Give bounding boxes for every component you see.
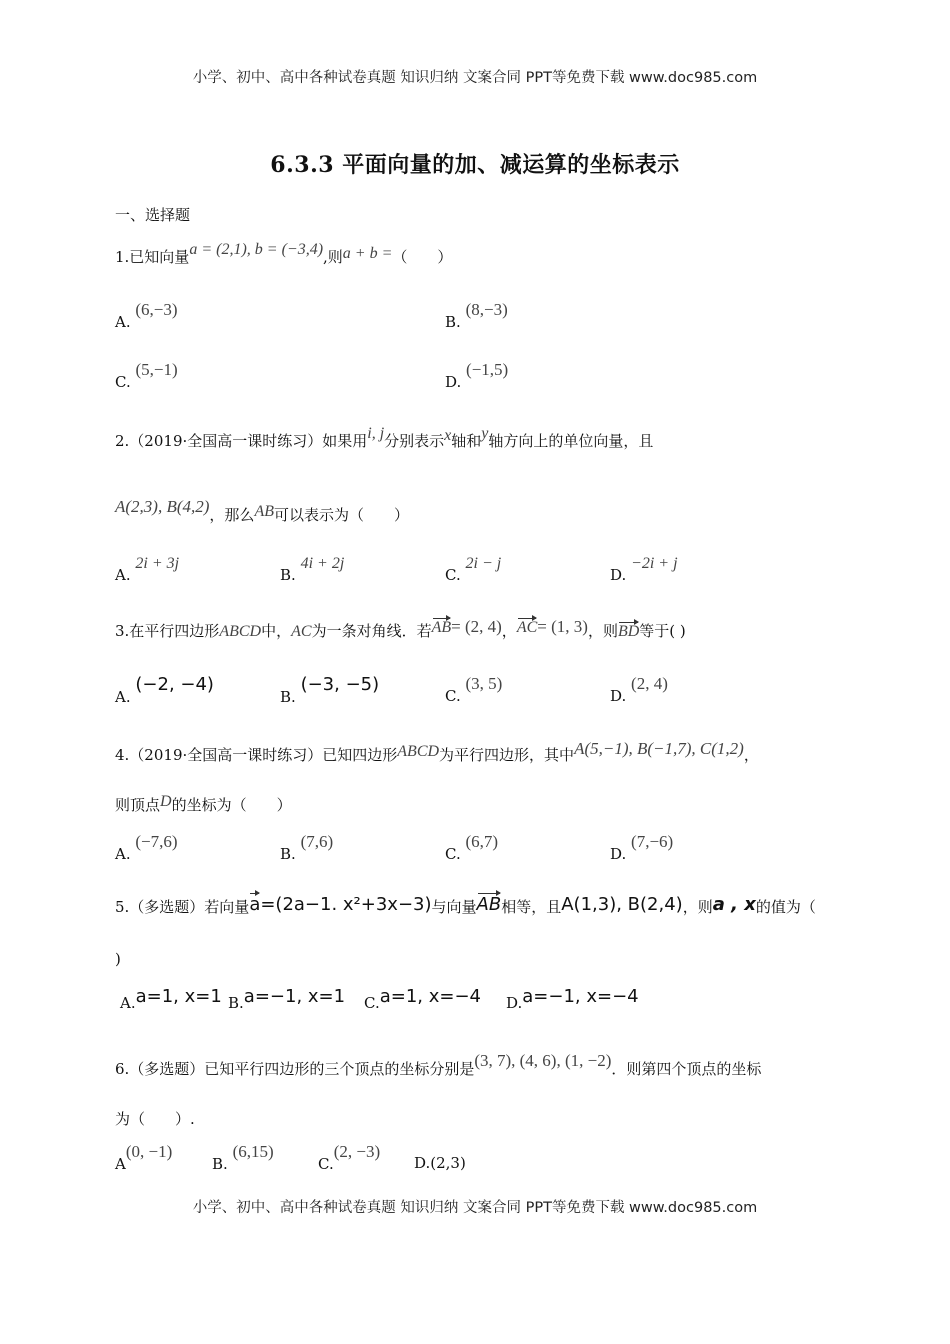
q5-option-c [364,986,481,1012]
q1-paren: （ ） [392,248,453,266]
q6-option-b-label: B. [212,1155,228,1173]
q1-option-a-value: (6,−3) [135,300,178,319]
q6-option-c [318,1142,381,1173]
q4-t1: 为平行四边形，其中 [439,746,575,764]
q6-option-b-value: (6,15) [232,1142,274,1161]
q1-option-a-label: A. [115,313,131,331]
q5-vector-value: =(2a−1. x²+3x−3) [260,894,432,915]
q4-points: A(5,−1), B(−1,7), C(1,2) [574,739,744,758]
q4-option-b-value: (7,6) [300,832,334,851]
q2-option-a [115,555,180,584]
q3-t2: 为一条对角线．若 [311,622,432,640]
q3-comma: ， [501,622,517,640]
q4-option-d [610,832,674,863]
q1-given-vectors: a = (2,1), b = (−3,4) [189,241,324,258]
q1-option-b-value: (8,−3) [465,300,508,319]
q1-option-d [445,360,509,391]
q2-t1: 分别表示 [384,432,445,450]
q3-option-d-value: (2, 4) [631,674,668,693]
q1-option-c-value: (5,−1) [135,360,178,379]
q2-ab: AB [254,503,274,520]
q6-option-c-label: C. [318,1155,334,1173]
q5-option-b [228,986,346,1012]
q4-option-a-value: (−7,6) [135,832,178,851]
q3-ac-value: = (1, 3) [537,617,588,636]
q4-option-c [445,832,499,863]
q2-option-b-value: 4i + 2j [300,555,345,572]
q6-option-c-value: (2, −3) [333,1142,381,1161]
q6-option-d-label: D. [414,1154,431,1172]
page-title: 6.3.3 平面向量的加、减运算的坐标表示 [270,152,680,178]
question-1 [115,241,453,267]
q2-y: y [481,425,489,442]
question-3 [115,617,686,641]
q5-option-d [506,986,639,1012]
q4-line2-pre: 则顶点 [115,796,161,814]
q3-option-d-label: D. [610,687,627,705]
q5-t1: 与向量 [431,898,477,916]
q5-vars: a , x [712,894,756,915]
q6-option-b [212,1142,274,1173]
q2-option-a-value: 2i + 3j [135,555,180,572]
q4-option-a [115,832,178,863]
q6-option-a-label: A [115,1155,126,1173]
q3-option-b-value: (−3, −5) [300,674,380,695]
q3-ab-value: = (2, 4) [451,617,502,636]
q1-option-d-value: (−1,5) [466,360,509,379]
question-2 [115,425,654,451]
q3-option-a-label: A. [115,688,131,706]
q1-option-c [115,360,178,391]
q5-prefix: 5.（多选题）若向量 [115,898,250,916]
question-4 [115,739,759,765]
q2-option-d [610,555,678,584]
q2-line2 [115,496,409,524]
q1-option-d-label: D. [445,373,462,391]
q6-option-a [115,1142,173,1173]
q6-points: (3, 7), (4, 6), (1, −2) [474,1051,612,1070]
q2-ij: i, j [367,425,385,442]
q3-option-a [115,674,214,706]
q3-option-a-value: (−2, −4) [135,674,214,695]
q5-option-d-label: D. [506,994,523,1012]
q2-option-c [445,555,502,584]
q4-option-a-label: A. [115,845,131,863]
q1-mid: ,则 [323,248,343,266]
q2-option-c-label: C. [445,566,461,584]
q5-t2: 相等，且 [501,898,562,916]
q2-t3: 轴方向上的单位向量，且 [488,432,654,450]
q3-option-b-label: B. [280,688,296,706]
q2-x: x [444,427,452,444]
q3-option-c [445,674,503,705]
q1-option-c-label: C. [115,373,131,391]
q6-line2: 为（ ）. [115,1110,195,1128]
q2-t2: 轴和 [451,432,482,450]
q5-t4: 的值为（ [755,898,816,916]
q4-abcd: ABCD [397,743,440,760]
q5-a-vector: a [249,894,261,915]
q3-prefix: 3.在平行四边形 [115,622,220,640]
q4-t2: ， [743,746,759,764]
q3-option-d [610,674,668,705]
q5-option-c-value: a=1, x=−4 [379,986,481,1007]
q3-t4: 等于( ) [639,622,686,640]
q2-option-a-label: A. [115,566,131,584]
q2-t5: 可以表示为（ ） [273,506,409,524]
q6-option-d-value: (2,3) [430,1154,466,1172]
header-banner: 小学、初中、高中各种试卷真题 知识归纳 文案合同 PPT等免费下载 www.doc985.com [192,70,758,86]
q1-prefix: 1.已知向量 [115,248,190,266]
q4-option-c-value: (6,7) [465,832,499,851]
q4-option-d-label: D. [610,845,627,863]
question-6 [115,1051,762,1079]
q4-line2-post: 的坐标为（ ） [171,796,292,814]
q6-post: ．则第四个顶点的坐标 [611,1060,762,1078]
q2-option-b-label: B. [280,566,296,584]
q6-option-a-value: (0, −1) [125,1142,173,1161]
q2-points: A(2,3), B(4,2) [115,497,210,516]
footer-banner: 小学、初中、高中各种试卷真题 知识归纳 文案合同 PPT等免费下载 www.doc985.com [192,1200,758,1216]
q4-option-b-label: B. [280,845,296,863]
q3-ac: AC [291,623,312,640]
q5-t3: ，则 [682,898,713,916]
section-heading: 一、选择题 [115,206,191,224]
q3-t1: 中， [261,622,292,640]
q1-sum-expr: a + b = [342,245,393,262]
q4-d: D [160,793,172,810]
q6-prefix: 6.（多选题）已知平行四边形的三个顶点的坐标分别是 [115,1060,475,1078]
q2-prefix: 2.（2019·全国高一课时练习）如果用 [115,432,368,450]
q4-option-d-value: (7,−6) [631,832,674,851]
q5-option-d-value: a=−1, x=−4 [522,986,639,1007]
q5-ab-vector: AB [476,894,502,915]
q3-ab-vector: AB [431,619,452,636]
q3-option-c-label: C. [445,687,461,705]
q4-line2 [115,794,292,815]
q3-abcd: ABCD [219,623,262,640]
q6-option-d [414,1146,466,1172]
q2-t4: ，那么 [209,506,255,524]
q1-option-a [115,300,178,331]
q1-option-b-label: B. [445,313,461,331]
q4-prefix: 4.（2019·全国高一课时练习）已知四边形 [115,746,398,764]
q1-option-b [445,300,508,331]
q3-option-c-value: (3, 5) [465,674,503,693]
q4-option-b [280,832,334,863]
q2-option-d-label: D. [610,566,627,584]
q3-ac-vector: AC [516,619,538,636]
q2-option-d-value: −2i + j [631,555,678,572]
q3-bd-vector: BD [617,623,640,640]
q5-option-b-value: a=−1, x=1 [243,986,346,1007]
q5-option-a-label: A. [120,994,136,1012]
q5-points: A(1,3), B(2,4) [561,894,683,915]
q2-option-b [280,555,345,584]
q3-option-b [280,674,380,706]
question-5 [115,896,816,917]
q2-option-c-value: 2i − j [465,555,502,572]
q5-option-c-label: C. [364,994,380,1012]
q5-option-a [120,986,222,1012]
q5-option-b-label: B. [228,994,244,1012]
q3-t3: ，则 [587,622,618,640]
q5-option-a-value: a=1, x=1 [135,986,222,1007]
q5-line2: ) [115,950,121,968]
q4-option-c-label: C. [445,845,461,863]
